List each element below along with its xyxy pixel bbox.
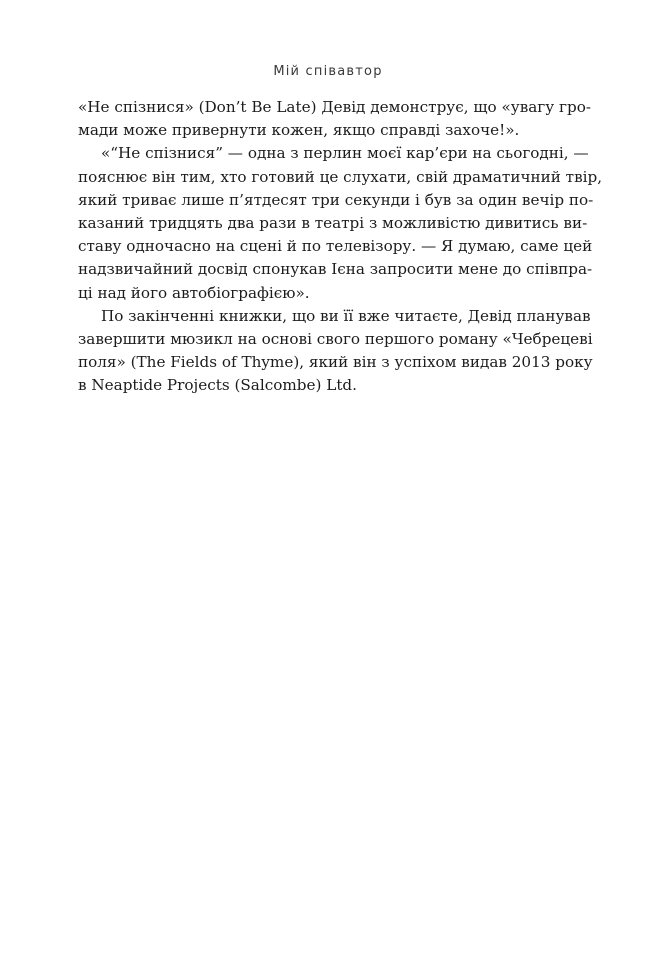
text-line: мади може привернути кожен, якщо справді захоче!». [78,121,520,140]
text-line: казаний тридцять два рази в театрі з можливістю дивитись ви- [78,213,588,232]
running-head: Мій співавтор [273,64,383,79]
text-line: який триває лише п’ятдесят три секунди і був за один вечір по- [78,190,594,209]
text-line: в Neaptide Projects (Salcombe) Ltd. [78,376,357,395]
body-text [78,96,603,397]
text-line: завершити мюзикл на основі свого першого роману «Чебрецеві [78,329,593,348]
text-line: По закінченні книжки, що ви її вже читаєте, Девід планував [101,306,591,325]
text-line: надзвичайний досвід спонукав Ієна запросити мене до співпра- [78,260,593,279]
text-line: «Не спізнися» (Don’t Be Late) Девід демонструє, що «увагу гро- [78,98,591,116]
text-line: «“Не спізнися” — одна з перлин моєї кар’єри на сьогодні, — [101,144,589,163]
text-line: ставу одночасно на сцені й по телевізору. — Я думаю, саме цей [78,237,593,256]
text-line: поля» (The Fields of Thyme), який він з успіхом видав 2013 року [78,353,593,372]
text-line: ці над його автобіографією». [78,283,310,302]
text-line: пояснює він тим, хто готовий це слухати, свій драматичний твір, [78,167,603,186]
